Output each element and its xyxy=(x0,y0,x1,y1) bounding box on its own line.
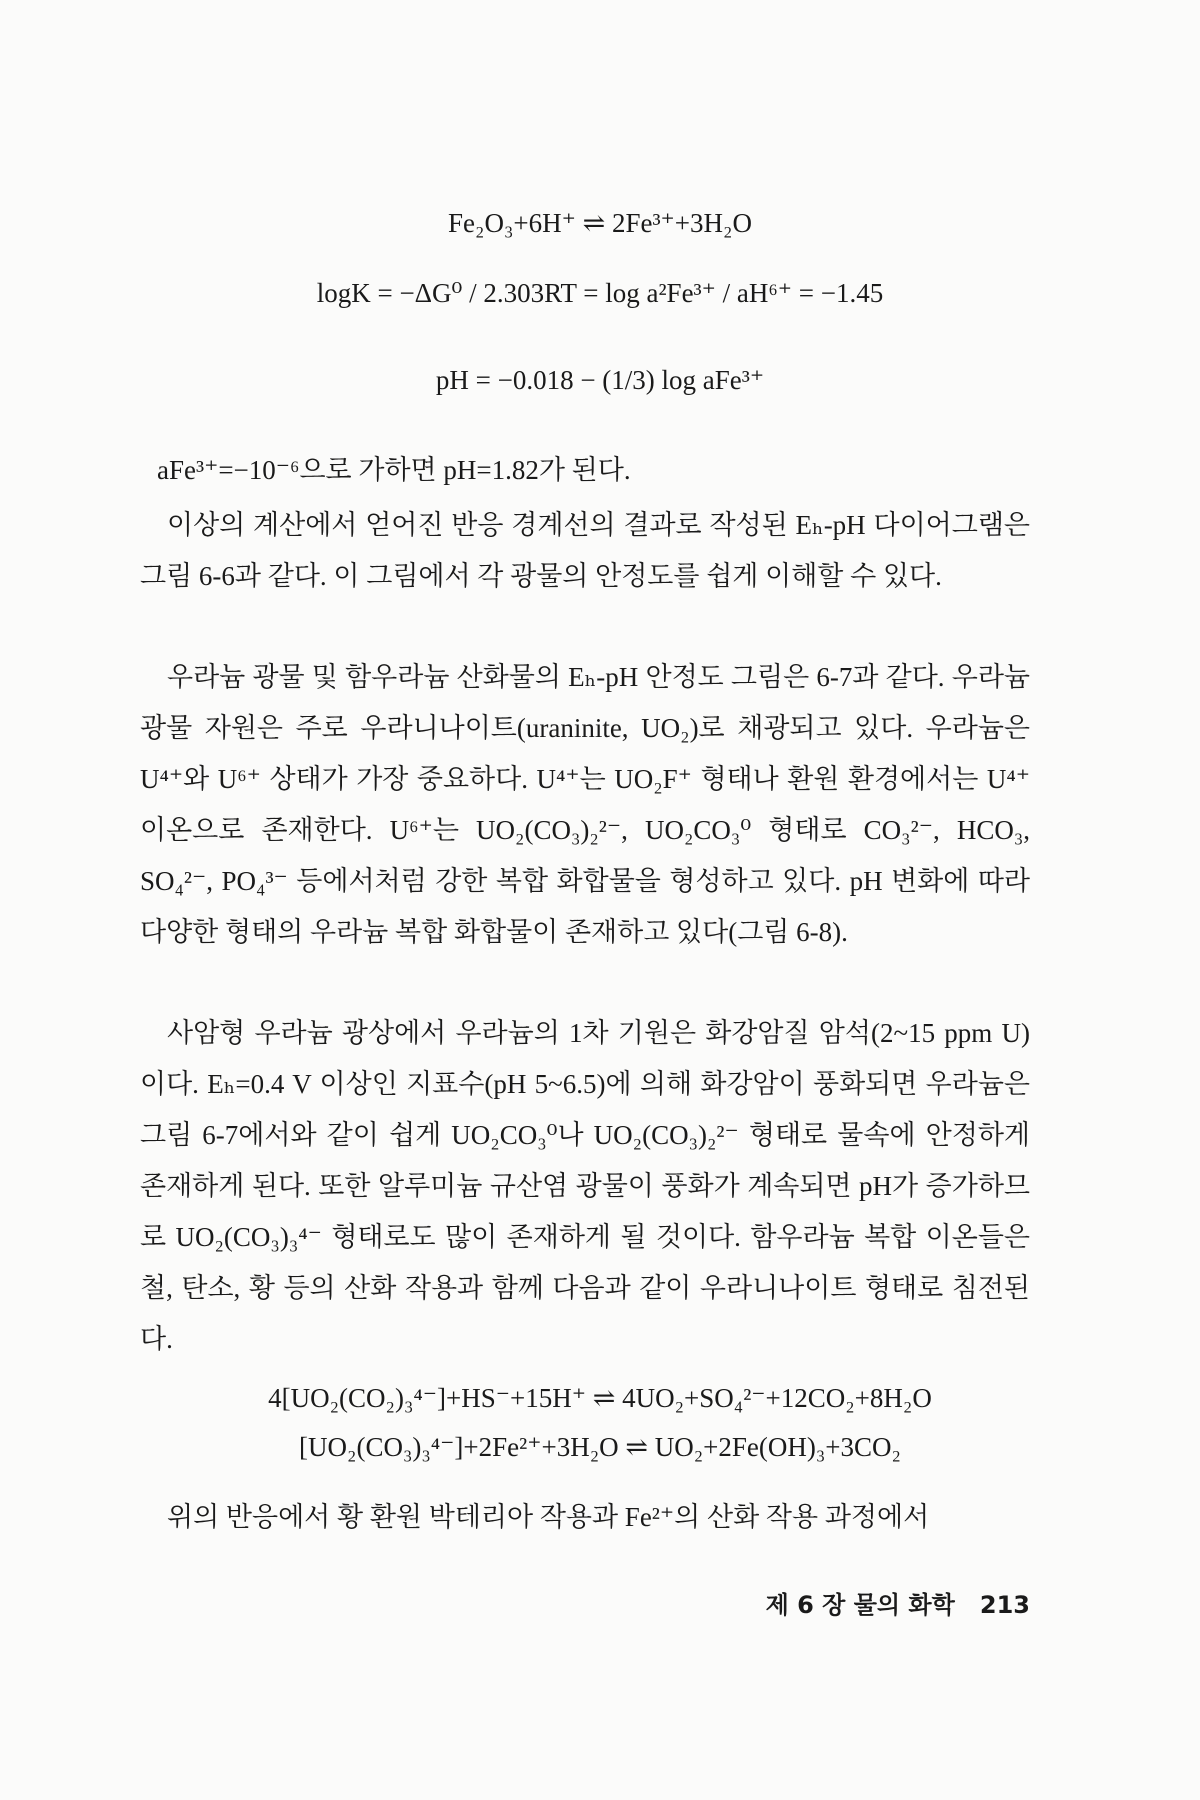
paragraph-2 xyxy=(140,652,1030,958)
chapter-title: 제 6 장 물의 화학 xyxy=(765,1591,955,1619)
page-footer xyxy=(750,1585,1030,1620)
paragraph-2-text: 우라늄 광물 및 함우라늄 산화물의 Eₕ-pH 안정도 그림은 6-7과 같다. 우라늄 광물 자원은 주로 우라니나이트(uraninite, UO₂)로 채광되고 있다. 우라늄은 U⁴⁺와 U⁶⁺ 상태가 가장 중요하다. U⁴⁺는 UO₂F⁺ 형태나 환원 환경에서는 U⁴⁺ 이온으로 존재한다. U⁶⁺는 UO₂(CO₃)₂²⁻, UO₂CO₃⁰ 형태로 CO₃²⁻, HCO₃, SO₄²⁻, PO₄³⁻ 등에서처럼 강한 복합 화합물을 형성하고 있다. pH 변화에 따라 다양한 형태의 우라늄 복합 화합물이 존재하고 있다(그림 6-8). xyxy=(140,662,1030,947)
paragraph-4 xyxy=(140,1492,1030,1543)
paragraph-3-text: 사암형 우라늄 광상에서 우라늄의 1차 기원은 화강암질 암석(2~15 ppm U)이다. Eₕ=0.4 V 이상인 지표수(pH 5~6.5)에 의해 화강암이 풍화되면 우라늄은 그림 6-7에서와 같이 쉽게 UO₂CO₃⁰나 UO₂(CO₃)₂²⁻ 형태로 물속에 안정하게 존재하게 된다. 또한 알루미늄 규산염 광물이 풍화가 계속되면 pH가 증가하므로 UO₂(CO₃)₃⁴⁻ 형태로도 많이 존재하게 될 것이다. 함우라늄 복합 이온들은 철, 탄소, 황 등의 산화 작용과 함께 다음과 같이 우라니나이트 형태로 침전된다. xyxy=(140,1018,1030,1354)
paragraph-4-text: 위의 반응에서 황 환원 박테리아 작용과 Fe²⁺의 산화 작용 과정에서 xyxy=(167,1502,930,1532)
paragraph-1 xyxy=(140,500,1030,602)
equation-3: pH = −0.018 − (1/3) log aFe³⁺ xyxy=(435,365,765,395)
equation-1: Fe₂O₃+6H⁺ ⇌ 2Fe³⁺+3H₂O xyxy=(448,208,752,238)
activity-statement: aFe³⁺=−10⁻⁶으로 가하면 pH=1.82가 된다. xyxy=(157,455,631,485)
paragraph-3 xyxy=(140,1008,1030,1365)
equation-5: [UO₂(CO₃)₃⁴⁻]+2Fe²⁺+3H₂O ⇌ UO₂+2Fe(OH)₃+3CO₂ xyxy=(299,1432,901,1462)
equation-2: logK = −ΔG⁰ / 2.303RT = log a²Fe³⁺ / aH⁶⁺ = −1.45 xyxy=(316,278,884,308)
page-number: 213 xyxy=(979,1591,1030,1619)
paragraph-1-text: 이상의 계산에서 얻어진 반응 경계선의 결과로 작성된 Eₕ-pH 다이어그램은 그림 6-6과 같다. 이 그림에서 각 광물의 안정도를 쉽게 이해할 수 있다. xyxy=(140,510,1030,591)
equation-4: 4[UO₂(CO₂)₃⁴⁻]+HS⁻+15H⁺ ⇌ 4UO₂+SO₄²⁻+12CO₂+8H₂O xyxy=(268,1383,932,1413)
